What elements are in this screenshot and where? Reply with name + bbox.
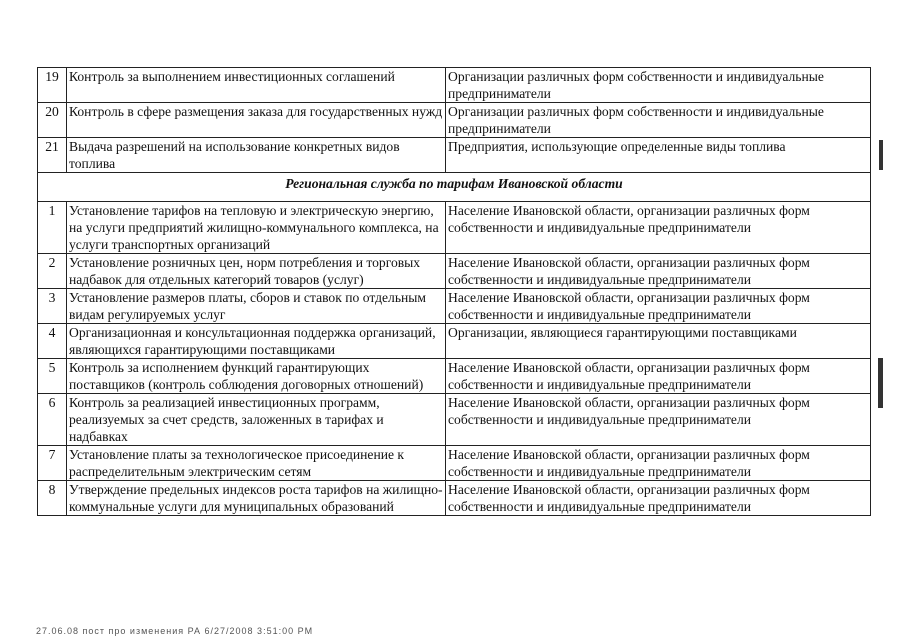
table-row	[38, 254, 871, 289]
table-row	[38, 289, 871, 324]
row-recipients: Организации различных форм собственности и индивидуальные предприниматели	[446, 103, 871, 138]
row-number: 2	[38, 254, 67, 289]
row-number: 21	[38, 138, 67, 173]
scan-mark	[878, 358, 883, 408]
row-description: Контроль за реализацией инвестиционных программ, реализуемых за счет средств, заложенных в тарифах и надбавках	[67, 394, 446, 446]
row-description: Установление платы за технологическое присоединение к распределительным электрическим сетям	[67, 446, 446, 481]
row-recipients: Организации, являющиеся гарантирующими поставщиками	[446, 324, 871, 359]
row-recipients: Население Ивановской области, организации различных форм собственности и индивидуальные предприниматели	[446, 254, 871, 289]
row-description: Контроль за исполнением функций гарантирующих поставщиков (контроль соблюдения договорных отношений)	[67, 359, 446, 394]
row-recipients: Предприятия, использующие определенные виды топлива	[446, 138, 871, 173]
row-number: 5	[38, 359, 67, 394]
row-number: 3	[38, 289, 67, 324]
row-recipients: Организации различных форм собственности и индивидуальные предприниматели	[446, 68, 871, 103]
table-row	[38, 481, 871, 516]
row-description: Установление размеров платы, сборов и ставок по отдельным видам регулируемых услуг	[67, 289, 446, 324]
table-row	[38, 359, 871, 394]
row-description: Контроль в сфере размещения заказа для государственных нужд	[67, 103, 446, 138]
page-footer: 27.06.08 пост про изменения РА 6/27/2008 3:51:00 PM	[36, 626, 314, 636]
table-row	[38, 394, 871, 446]
row-description: Установление розничных цен, норм потребления и торговых надбавок для отдельных категорий товаров (услуг)	[67, 254, 446, 289]
services-table	[37, 67, 871, 516]
row-recipients: Население Ивановской области, организации различных форм собственности и индивидуальные предприниматели	[446, 289, 871, 324]
section-title: Региональная служба по тарифам Ивановской области	[38, 173, 871, 202]
table-row	[38, 446, 871, 481]
row-recipients: Население Ивановской области, организации различных форм собственности и индивидуальные предприниматели	[446, 359, 871, 394]
row-description: Установление тарифов на тепловую и электрическую энергию, на услуги предприятий жилищно-коммунального комплекса, на услуги транспортных организаций	[67, 202, 446, 254]
table-row	[38, 324, 871, 359]
table-row	[38, 202, 871, 254]
row-description: Утверждение предельных индексов роста тарифов на жилищно-коммунальные услуги для муниципальных образований	[67, 481, 446, 516]
scan-mark	[879, 140, 883, 170]
row-description: Контроль за выполнением инвестиционных соглашений	[67, 68, 446, 103]
table-row	[38, 103, 871, 138]
table-row	[38, 68, 871, 103]
row-number: 19	[38, 68, 67, 103]
row-number: 8	[38, 481, 67, 516]
row-recipients: Население Ивановской области, организации различных форм собственности и индивидуальные предприниматели	[446, 446, 871, 481]
row-number: 20	[38, 103, 67, 138]
table-row	[38, 138, 871, 173]
row-recipients: Население Ивановской области, организации различных форм собственности и индивидуальные предприниматели	[446, 481, 871, 516]
row-recipients: Население Ивановской области, организации различных форм собственности и индивидуальные предприниматели	[446, 394, 871, 446]
row-number: 6	[38, 394, 67, 446]
row-description: Выдача разрешений на использование конкретных видов топлива	[67, 138, 446, 173]
row-recipients: Население Ивановской области, организации различных форм собственности и индивидуальные предприниматели	[446, 202, 871, 254]
row-description: Организационная и консультационная поддержка организаций, являющихся гарантирующими поставщиками	[67, 324, 446, 359]
row-number: 7	[38, 446, 67, 481]
row-number: 1	[38, 202, 67, 254]
row-number: 4	[38, 324, 67, 359]
